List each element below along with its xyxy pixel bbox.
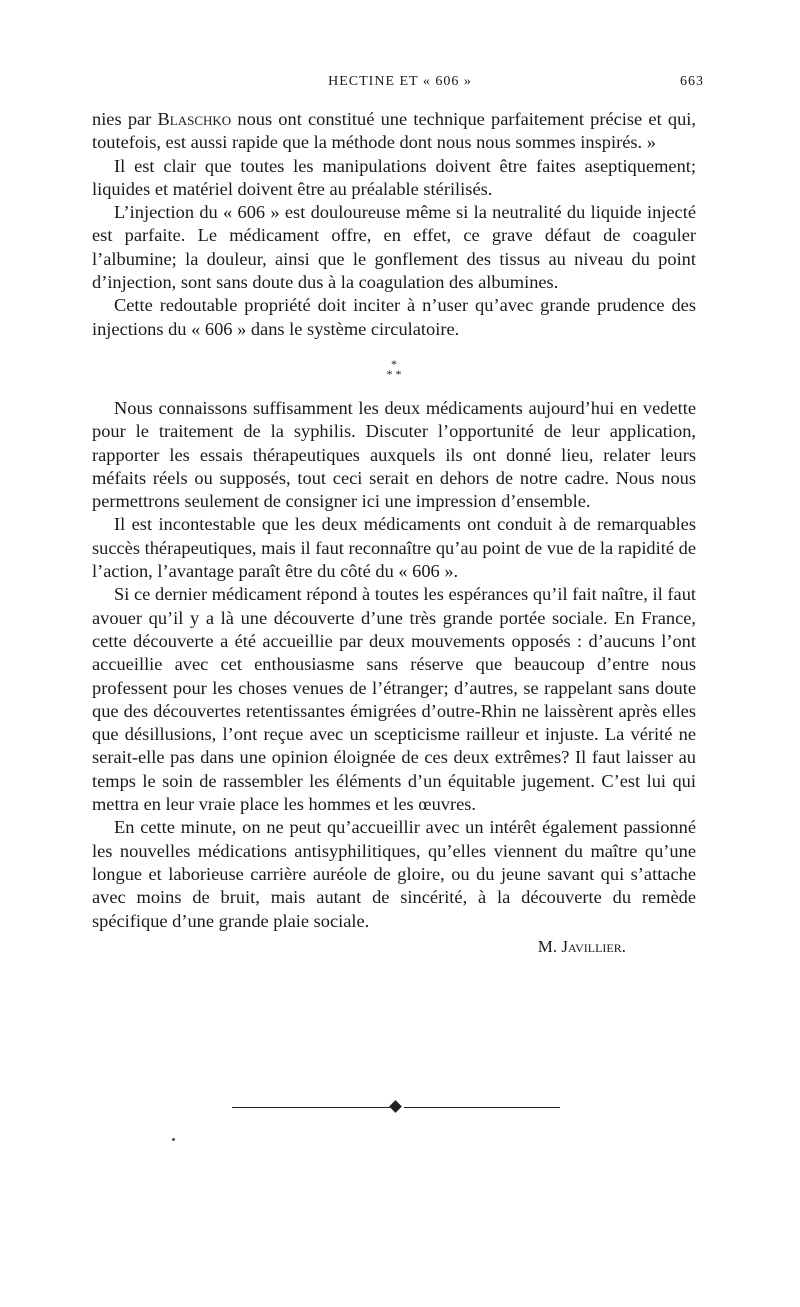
paragraph-2: Il est clair que toutes les manipulations doivent être faites aseptiquement; liquides et matériel doivent être au préalable stérilisés.	[92, 155, 696, 199]
asterism-top: *	[391, 356, 397, 371]
paragraph-7: Si ce dernier médicament répond à toutes les espérances qu’il fait naître, il faut avouer qu’il y a là une découverte d’une très grande portée sociale. En France, cette découverte a été accueillie par deux mouvements opposés : d’aucuns l’ont accueillie avec cet enthousiasme sans réserve que beaucoup d’entre nous professent pour les choses venues de l’étranger; d’autres, se rappelant sans doute que des découvertes retentissantes émigrées d’outre-Rhin ne laissèrent après elles que désillusions, l’ont reçue avec un scepticisme railleur et injuste. La vérité ne serait-elle pas dans une opinion éloignée de ces deux extrêmes? Il faut laisser au temps le soin de rassembler les éléments d’un équitable jugement. C’est lui qui mettra en leur vraie place les hommes et les œuvres.	[92, 584, 696, 815]
paragraph-1	[92, 108, 696, 155]
separator-line-right	[404, 1107, 560, 1108]
separator-line-left	[232, 1107, 390, 1108]
end-separator	[232, 1100, 560, 1114]
paragraph-8: En cette minute, on ne peut qu’accueillir avec un intérêt également passionné les nouvelles médications antisyphilitiques, qu’elles viennent du maître qu’une longue et laborieuse carrière auréole de gloire, ou du jeune savant qui s’attache avec moins de bruit, mais autant de sincérité, à la découverte du remède spécifique d’une grande plaie sociale.	[92, 817, 696, 931]
diamond-icon	[389, 1100, 402, 1113]
author-signature	[92, 935, 696, 958]
asterism-bottom: * *	[386, 366, 402, 381]
signature-surname: Javillier.	[561, 936, 626, 956]
signature-initial: M.	[537, 936, 562, 956]
paragraph-5: Nous connaissons suffisamment les deux médicaments aujourd’hui en vedette pour le traitement de la syphilis. Discuter l’opportunité de leur application, rapporter les essais thérapeutiques auxquels ils ont donné lieu, relater leurs méfaits réels ou supposés, tout ceci serait en dehors de notre cadre. Nous nous permettrons seulement de consigner ici une impression d’ensemble.	[92, 397, 696, 512]
article-body	[92, 108, 696, 958]
page-header	[96, 74, 704, 98]
section-break-asterism	[92, 341, 696, 397]
paragraph-1-rest: nous ont constitué une technique parfaitement précise et qui, toutefois, est aussi rapide que la méthode dont nous nous sommes inspirés. »	[92, 109, 696, 153]
paragraph-3: L’injection du « 606 » est douloureuse même si la neutralité du liquide injecté est parfaite. Le médicament offre, en effet, ce grave défaut de coaguler l’albumine; la douleur, ainsi que le gonflement des tissus au niveau du point d’injection, sont sans doute dus à la coagulation des albumines.	[92, 202, 696, 293]
paragraph-4: Cette redoutable propriété doit inciter à n’user qu’avec grande prudence des injections du « 606 » dans le système circulatoire.	[92, 295, 696, 339]
stray-dot	[172, 1138, 175, 1141]
page-number: 663	[680, 74, 704, 89]
author-name-blaschko: Blaschko	[157, 109, 232, 129]
paragraph-6: Il est incontestable que les deux médicaments ont conduit à de remarquables succès thérapeutiques, mais il faut reconnaître qu’au point de vue de la rapidité de l’action, l’avantage paraît être du côté du « 606 ».	[92, 514, 696, 582]
running-head: HECTINE ET « 606 »	[328, 74, 472, 89]
paragraph-1-start: nies par	[92, 109, 158, 129]
